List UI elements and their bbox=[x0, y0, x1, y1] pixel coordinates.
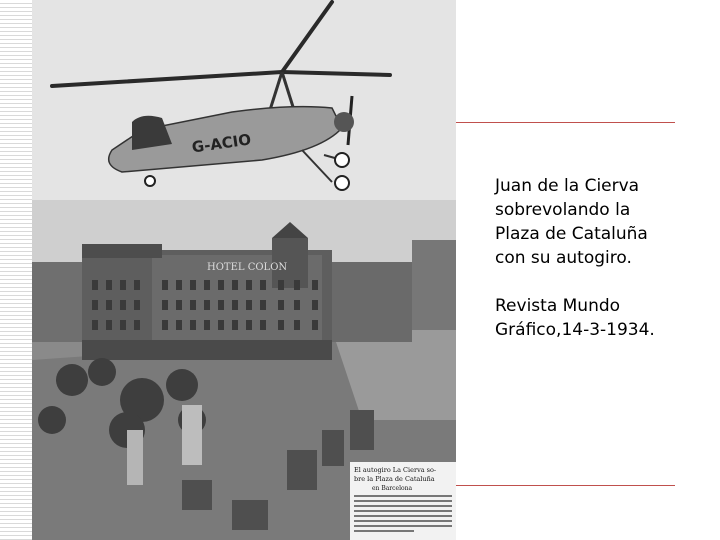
caption-line: sobrevolando la bbox=[495, 200, 631, 220]
clipping-headline-1: El autogiro La Cierva so- bbox=[354, 466, 437, 474]
caption-line: Plaza de Cataluña bbox=[495, 224, 648, 244]
newspaper-clipping bbox=[350, 462, 456, 540]
caption-line: con su autogiro. bbox=[495, 248, 632, 268]
caption-block bbox=[495, 174, 705, 342]
hotel-sign: HOTEL COLON bbox=[207, 262, 288, 273]
historical-photo bbox=[32, 0, 456, 540]
registration-mark: G-ACIO bbox=[190, 130, 253, 157]
clipping-headline-2: bre la Plaza de Cataluña bbox=[354, 475, 435, 483]
top-accent-line bbox=[456, 122, 675, 123]
left-stripe-decoration bbox=[0, 0, 32, 540]
clipping-headline-3: en Barcelona bbox=[372, 485, 413, 492]
source-line: Revista Mundo bbox=[495, 296, 621, 316]
caption-line: Juan de la Cierva bbox=[495, 176, 640, 196]
source-line: Gráfico,14-3-1934. bbox=[495, 320, 655, 340]
caption-paragraph bbox=[495, 174, 705, 270]
bottom-accent-line bbox=[456, 485, 675, 486]
source-paragraph bbox=[495, 294, 705, 342]
